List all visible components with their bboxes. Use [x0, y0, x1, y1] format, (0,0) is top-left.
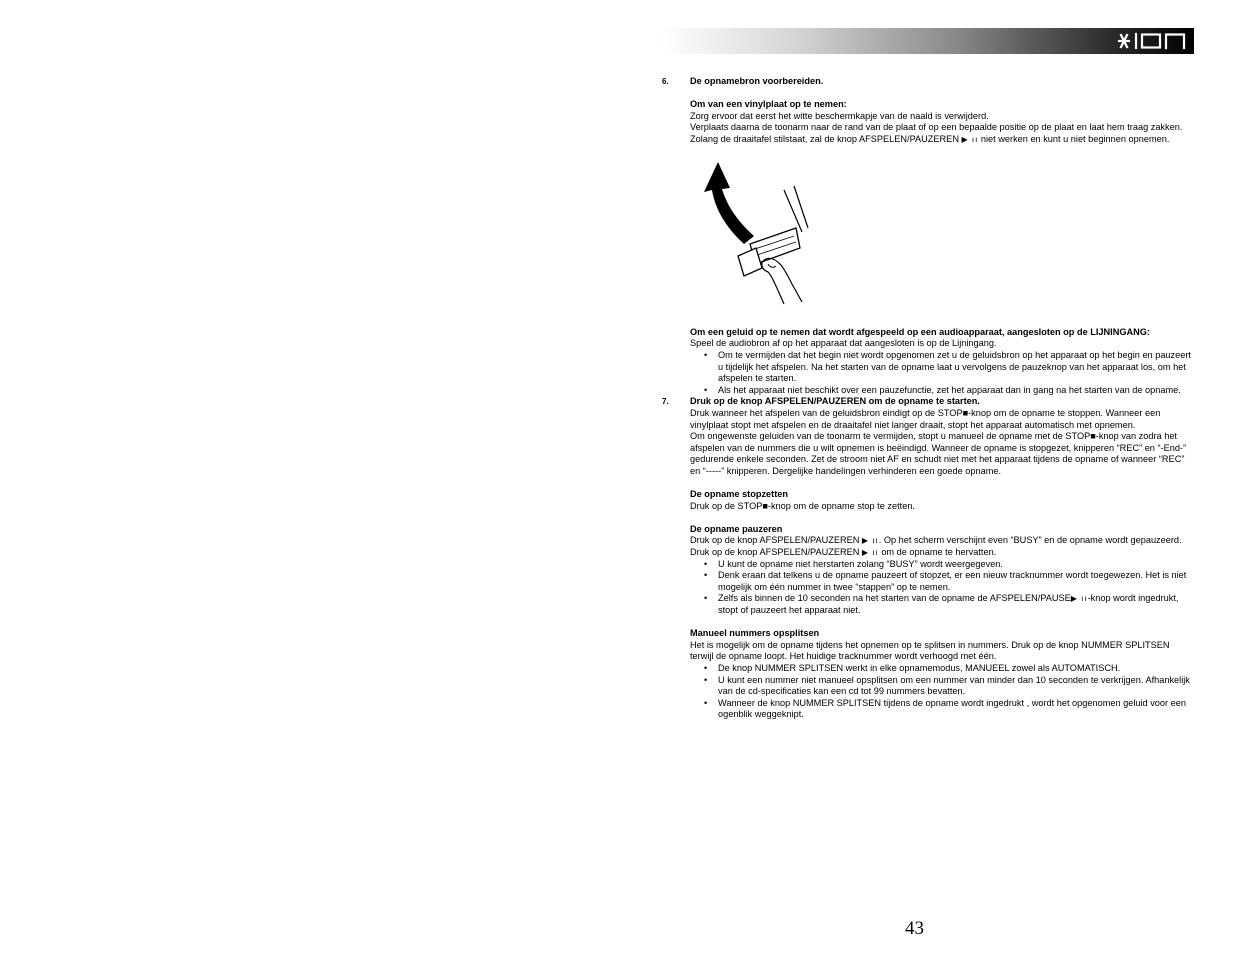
section-7-heading — [662, 396, 1192, 408]
section-7-title: Druk op de knop AFSPELEN/PAUZEREN om de opname te starten. — [690, 396, 980, 407]
stop-text: Druk op de STOP■-knop om de opname stop te zetten. — [690, 500, 915, 511]
play-pause-icon: ▶ ıı — [1070, 594, 1088, 604]
split-bullet-list — [662, 663, 1192, 721]
split-text: Het is mogelijk om de opname tijdens het opnemen op te splitsen in nummers. Druk op de knop NUMMER SPLITSEN terwijl de opname loopt. Het huidige tracknummer wordt verhoogd met één. — [690, 639, 1170, 662]
vinyl-stop-text-b: niet werken en kunt u niet beginnen opnemen. — [980, 133, 1170, 144]
section-7-para-2: Om ongewenste geluiden van de toonarm te vermijden, stopt u manueel de opname met de STOP■-knop van zodra het afspelen van de nummers die u wilt opnemen is beëindigd. Wanneer de opname is stopgezet, knipperen “REC” en “-End-” gedurende enkele seconden. Zet de stroom niet AF en schudt niet met het apparaat tijdens de opname of wanneer “REC” en “-----” knipperen. Dergelijke handelingen verhinderen een goede opname. — [690, 431, 1187, 476]
list-item: • Om te vermijden dat het begin niet wordt opgenomen zet u de geluidsbron op het apparaat op het begin en pauzeert u tijdelijk het afspelen. Na het starten van de opname laat u vervolgens de pauzeknop van het apparaat los, om het afspelen te starten. — [718, 350, 1192, 385]
line-in-heading — [662, 327, 1192, 339]
section-6-title: De opnamebron voorbereiden. — [690, 76, 824, 86]
section-7-para-1: Druk wanneer het afspelen van de geluidsbron eindigt op de STOP■-knop om de opname te stoppen. Wanneer een vinylplaat stopt met afspelen en de draaitafel niet langer draait, stopt het apparaat automatisch met opnemen. — [690, 407, 1161, 430]
split-heading: Manueel nummers opsplitsen — [690, 628, 820, 639]
list-item: • U kunt een nummer niet manueel opsplitsen om een nummer van minder dan 10 seconden te verkrijgen. Afhankelijk van de cd-specificaties kan een cd tot 99 nummers bevatten. — [718, 675, 1192, 698]
play-pause-icon: ▶ ıı — [961, 134, 979, 144]
pause-bullet-list — [662, 559, 1192, 617]
vinyl-line-1: Zorg ervoor dat eerst het witte beschermkapje van de naald is verwijderd. — [690, 110, 989, 121]
pause-bullet-3a: Zelfs als binnen de 10 seconden na het starten van de opname de AFSPELEN/PAUSE — [718, 593, 1071, 604]
section-6-heading — [662, 76, 1192, 88]
line-in-intro: Speel de audiobron af op het apparaat dat aangesloten is op de Lijningang. — [690, 338, 997, 349]
list-item: • Wanneer de knop NUMMER SPLITSEN tijdens de opname wordt ingedrukt , wordt het opgenomen geluid voor een ogenblik weggeknipt. — [718, 698, 1192, 721]
ion-logo — [1116, 29, 1188, 53]
pause-text-a: Druk op de knop AFSPELEN/PAUZEREN — [690, 535, 860, 546]
pause-text — [662, 535, 1192, 558]
list-item — [718, 593, 1192, 616]
vinyl-line-3 — [662, 134, 1192, 146]
lift-arrow-icon — [704, 162, 754, 244]
list-item: • Denk eraan dat telkens u de opname pauzeert of stopzet, er een nieuw tracknummer wordt toegewezen. Het is niet mogelijk om één nummer in twee “stappen” op te nemen. — [718, 570, 1192, 593]
section-6-number: 6. — [662, 77, 669, 86]
pause-heading: De opname pauzeren — [690, 523, 783, 534]
play-pause-icon: ▶ ıı — [861, 548, 879, 558]
vinyl-stop-text-a: Zolang de draaitafel stilstaat, zal de knop AFSPELEN/PAUZEREN — [690, 133, 959, 144]
pause-text-c: om de opname te hervatten. — [881, 547, 997, 558]
page-content — [662, 76, 1192, 721]
pause-bullet-3b: -knop wordt ingedrukt, stopt of pauzeert het apparaat niet. — [718, 593, 1179, 615]
line-in-heading-text: Om een geluid op te nemen dat wordt afgespeeld op een audioapparaat, aangesloten op de LIJNINGANG: — [690, 326, 1150, 337]
line-in-bullet-list — [662, 350, 1192, 396]
list-item: • Als het apparaat niet beschikt over een pauzefunctie, zet het apparaat dan in gang na het starten van de opname. — [718, 385, 1192, 397]
vinyl-heading: Om van een vinylplaat op te nemen: — [690, 99, 847, 110]
pause-text-b: . Op het scherm verschijnt even “BUSY” en de opname wordt gepauzeerd. Druk op de knop AFSPELEN/PAUZEREN — [690, 535, 1182, 558]
stop-heading: De opname stopzetten — [690, 489, 789, 500]
section-7-number: 7. — [662, 397, 669, 407]
header-gradient-bar — [660, 28, 1194, 54]
vinyl-line-2: Verplaats daarna de toonarm naar de rand van de plaat of op een bepaalde positie op de plaat en laat hem traag zakken. — [690, 122, 1183, 133]
list-item: • De knop NUMMER SPLITSEN werkt in elke opnamemodus, MANUEEL zowel als AUTOMATISCH. — [718, 663, 1192, 675]
page-number: 43 — [905, 918, 924, 939]
play-pause-icon: ▶ ıı — [861, 536, 879, 546]
list-item: • U kunt de opname niet herstarten zolang “BUSY” wordt weergegeven. — [718, 559, 1192, 571]
tonearm-illustration — [684, 152, 824, 312]
